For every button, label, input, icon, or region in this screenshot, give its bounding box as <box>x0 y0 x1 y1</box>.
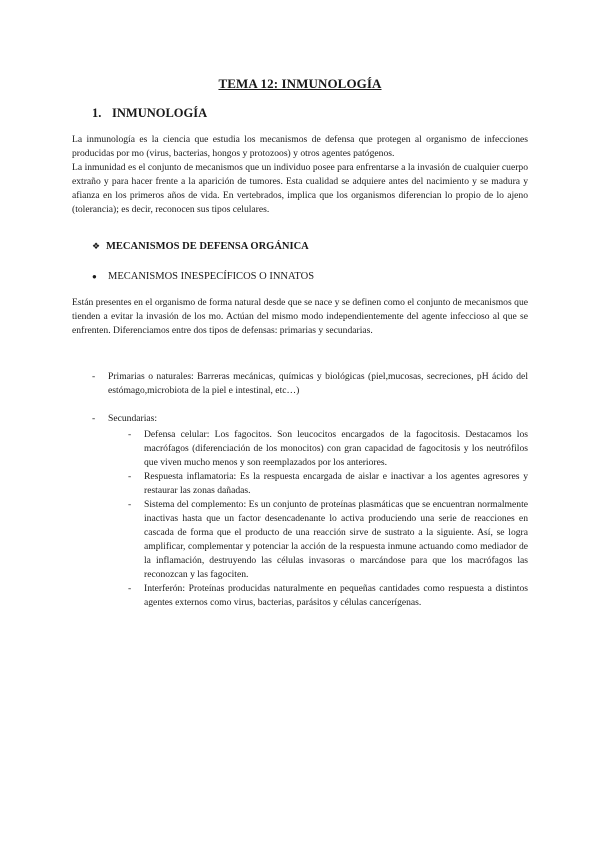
sublist-item <box>128 498 528 582</box>
subsection-heading <box>92 241 309 252</box>
innate-paragraph: Están presentes en el organismo de forma natural desde que se nace y se definen como el conjunto de mecanismos que tienden a evitar la invasión de los mo. Actúan del mismo modo independientemente del agente infeccioso al que se enfrenten. Diferenciamos entre dos tipos de defensas: primarias y secundarias. <box>72 297 528 336</box>
dash-bullet-icon: - <box>128 499 132 510</box>
sublist-item <box>128 428 528 470</box>
diamond-bullet-icon: ❖ <box>92 241 101 251</box>
dash-bullet-icon: - <box>128 429 132 440</box>
subsubsection-heading-text: MECANISMOS INESPECÍFICOS O INNATOS <box>108 271 315 282</box>
subsection-heading-text: MECANISMOS DE DEFENSA ORGÁNICA <box>106 241 309 252</box>
intro-paragraph-1: La inmunología es la ciencia que estudia los mecanismos de defensa que protegen al organismo de infecciones producidas por mo (virus, bacterias, hongos y protozoos) y otros agentes patógenos. <box>72 134 528 159</box>
sublist-item-text: Defensa celular: Los fagocitos. Son leucocitos encargados de la fagocitosis. Destacamos los macrófagos (diferenciación de los monocitos) con gran capacidad de fagocitosis y los neutrófilos que viven mucho menos y son reemplazados por los anteriores. <box>144 429 528 468</box>
sublist-item-text: Respuesta inflamatoria: Es la respuesta encargada de aislar e inactivar a los agentes agresores y restaurar las zonas dañadas. <box>144 471 528 496</box>
sublist-item <box>128 470 528 498</box>
sublist-item-text: Interferón: Proteínas producidas naturalmente en pequeñas cantidades como respuesta a distintos agentes externos como virus, bacterias, parásitos y células cancerígenas. <box>144 583 528 608</box>
subsubsection-heading <box>92 271 314 282</box>
section-heading-text: INMUNOLOGÍA <box>112 106 208 120</box>
dash-bullet-icon: - <box>92 371 96 382</box>
section-heading <box>92 106 207 121</box>
dot-bullet-icon: ● <box>92 272 97 281</box>
sublist-item-text: Sistema del complemento: Es un conjunto de proteínas plasmáticas que se encuentran normalmente inactivas hasta que un factor desencadenante lo activa produciendo una serie de reacciones en cascada de forma que el producto de una reacción sirve de sustrato a la siguiente. Así, se logra amplificar, complementar y potenciar la acción de la respuesta inmune actuando como mediador de la inflamación, destruyendo las células invasoras o marcándose para que los macrófagos las reconozcan y las fagociten. <box>144 499 528 580</box>
dash-bullet-icon: - <box>92 413 96 424</box>
secondary-sublist <box>128 428 528 610</box>
sublist-item <box>128 582 528 610</box>
list-item-secondary <box>92 412 528 426</box>
list-item-primary-text: Primarias o naturales: Barreras mecánicas, químicas y biológicas (piel,mucosas, secreciones, pH ácido del estómago,microbiota de la piel e intestinal, etc…) <box>108 371 528 396</box>
list-item-secondary-label: Secundarias: <box>108 413 158 424</box>
intro-paragraph-2: La inmunidad es el conjunto de mecanismos que un individuo posee para enfrentarse a la invasión de cualquier cuerpo extraño y para hacer frente a la aparición de tumores. Esta cualidad se adquiere antes del nacimiento y se madura y afianza en los primeros años de vida. En vertebrados, implica que los organismos diferencian lo propio de lo ajeno (tolerancia); es decir, reconocen sus tipos celulares. <box>72 162 528 215</box>
dash-bullet-icon: - <box>128 471 132 482</box>
dash-bullet-icon: - <box>128 583 132 594</box>
list-item-primary <box>92 370 528 398</box>
section-number: 1. <box>92 106 102 120</box>
page-title: TEMA 12: INMUNOLOGÍA <box>218 76 382 91</box>
